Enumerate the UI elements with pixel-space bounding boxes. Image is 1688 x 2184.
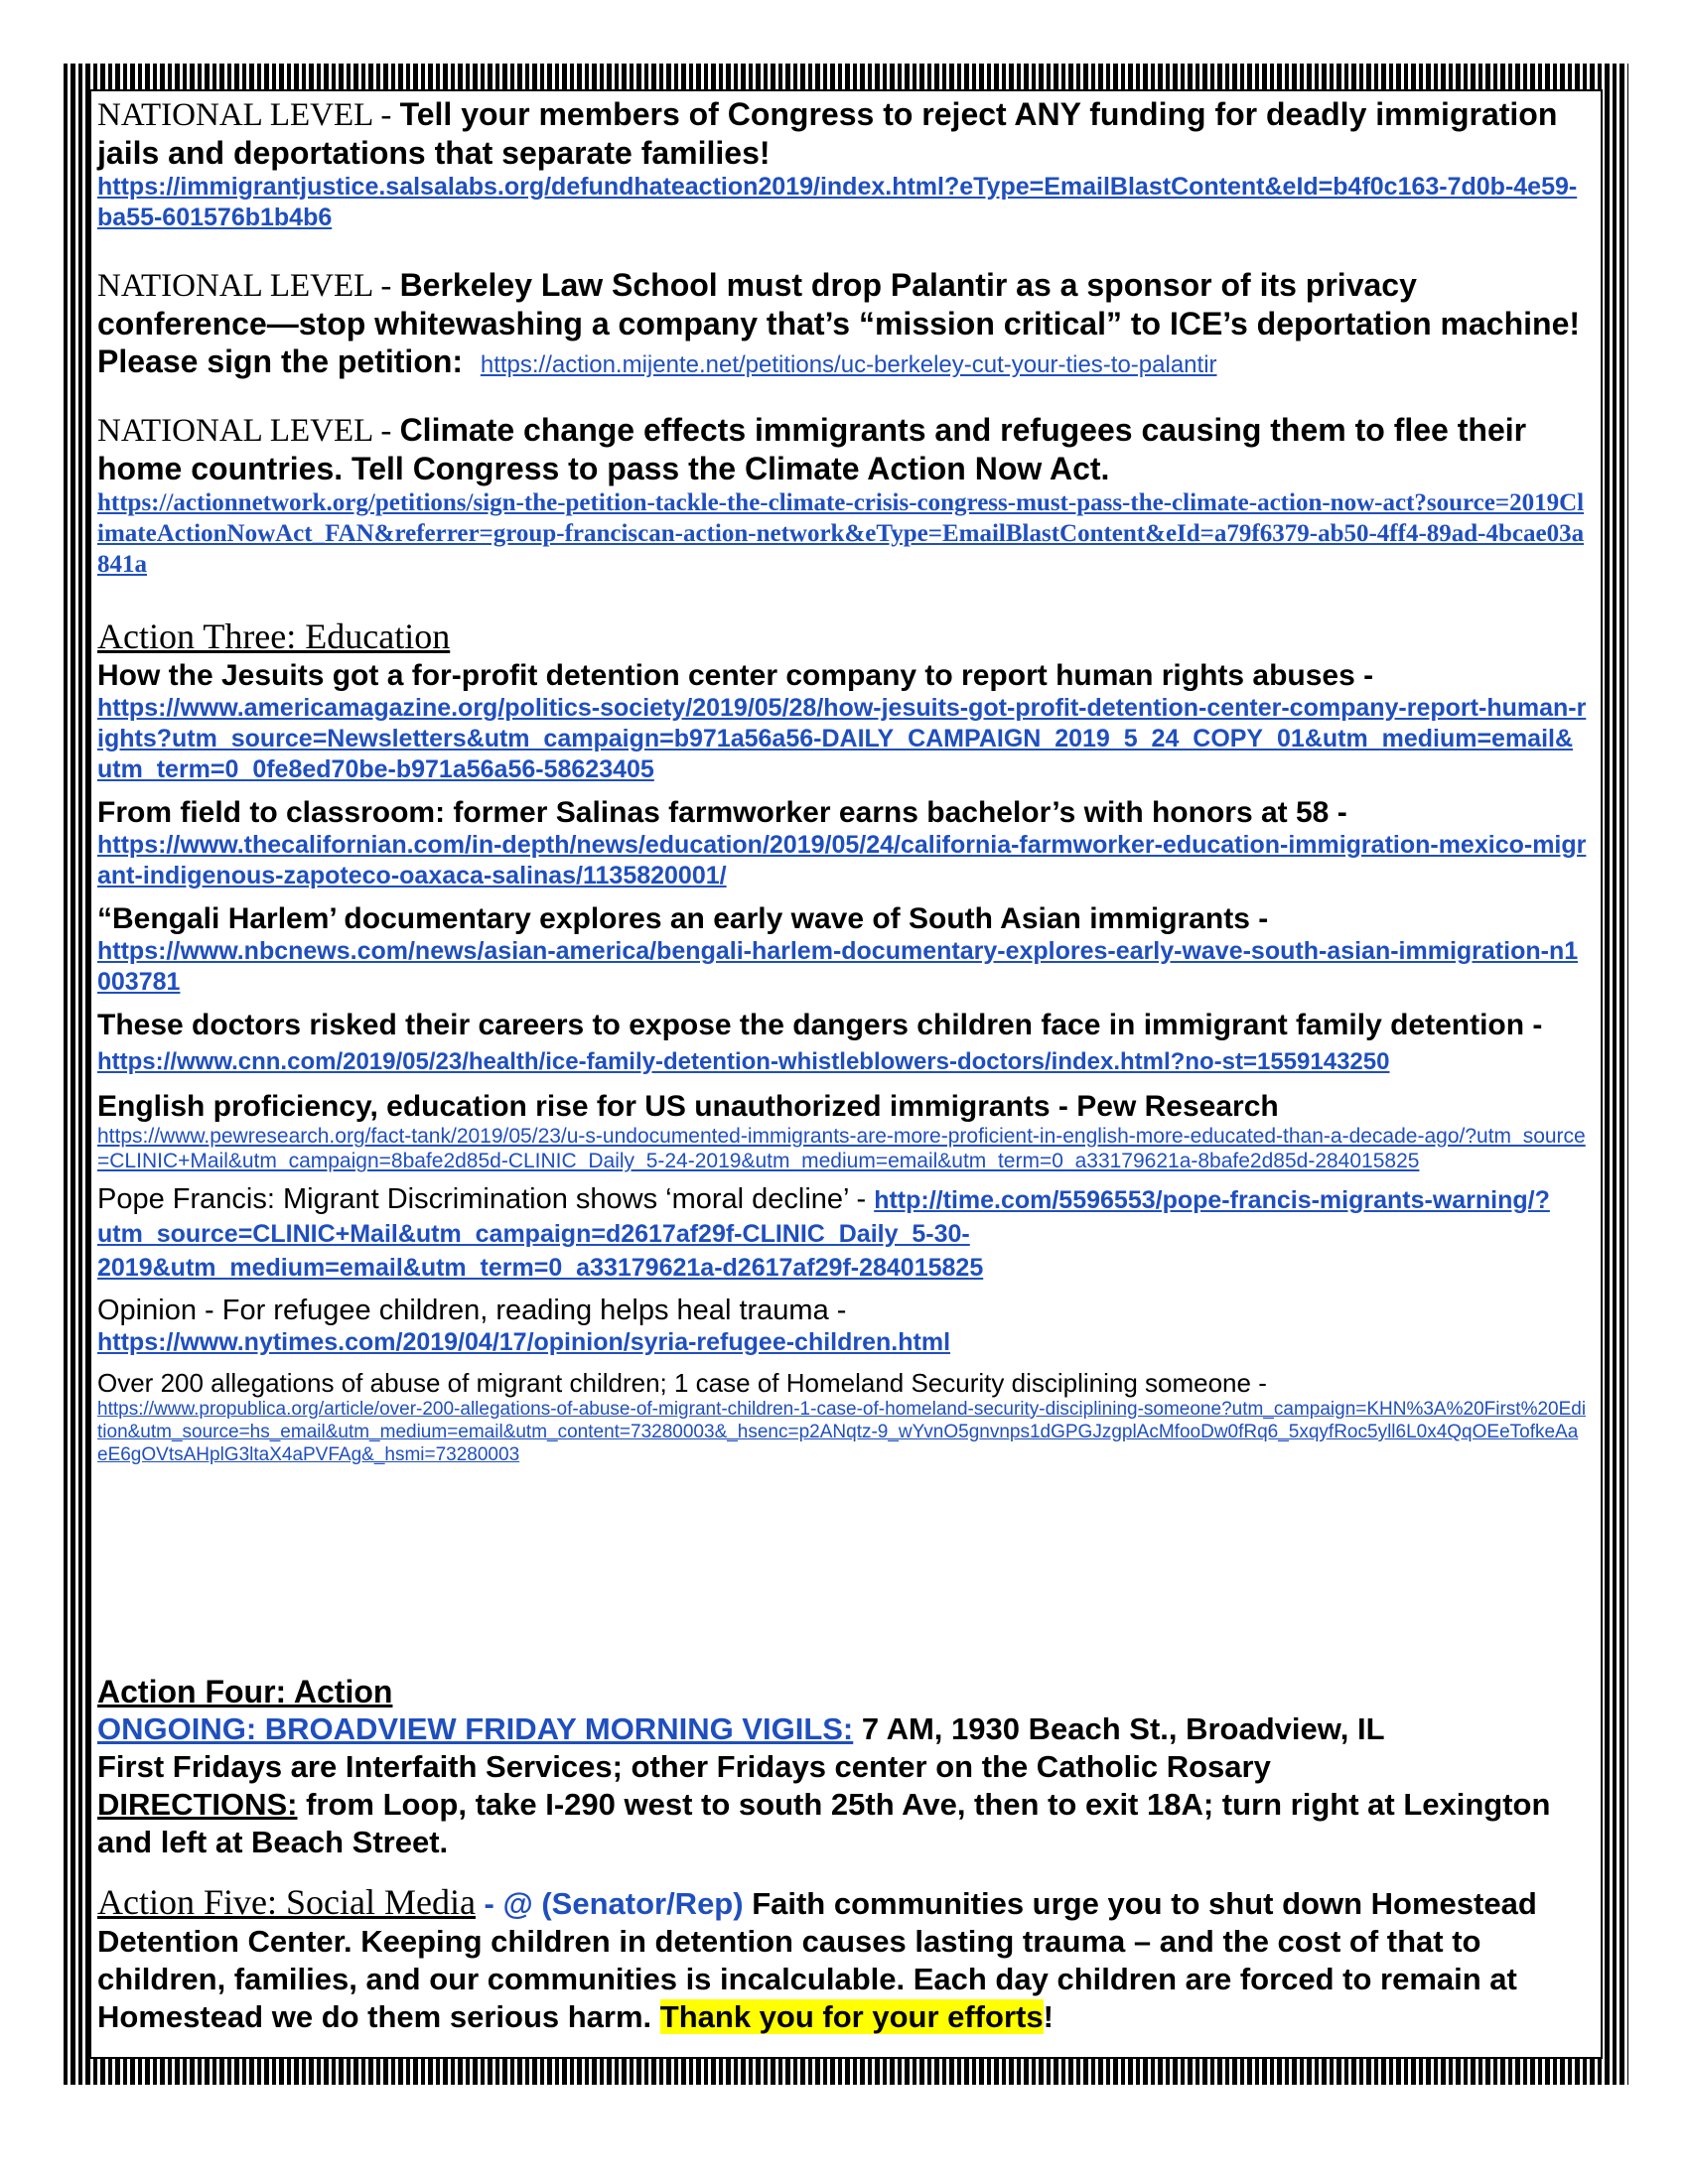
action-three-section xyxy=(97,616,1587,1466)
vigil-note: First Fridays are Interfaith Services; other Fridays center on the Catholic Rosary xyxy=(97,1749,1271,1784)
item-title: English proficiency, education rise for US unauthorized immigrants - Pew Research xyxy=(97,1090,1279,1123)
vigils-link[interactable]: ONGOING: BROADVIEW FRIDAY MORNING VIGILS: xyxy=(97,1711,854,1746)
thanks-highlight: Thank you for your efforts xyxy=(659,1999,1044,2034)
article-link[interactable]: https://www.propublica.org/article/over-200-allegations-of-abuse-of-migrant-children-1-case-of-homeland-security-disciplining-someone?utm_campaign=KHN%3A%20First%20Edition&utm_source=hs_email&utm_medium=email&utm_content=73280003&_hsenc=p2ANqtz-9_wYvnO5gnvnps1dGPGJzgplAcMfooDw0fRq6_5xqyfRoc5yll6L0x4QqOEeTofkeAaeE6gOVtsAHplG3ltaX4aPVFAg&_hsmi=73280003 xyxy=(97,1399,1587,1465)
petition-link[interactable]: https://immigrantjustice.salsalabs.org/defundhateaction2019/index.html?eType=EmailBlastContent&eId=b4f0c163-7d0b-4e59-ba55-601576b1b4b6 xyxy=(97,173,1578,231)
national-level-label: NATIONAL LEVEL - xyxy=(97,97,400,133)
item-title: Opinion - For refugee children, reading helps heal trauma - xyxy=(97,1295,847,1326)
item-text: Climate change effects immigrants and refugees causing them to flee their home countries. Tell Congress to pass the Climate Action Now Act. xyxy=(97,412,1527,486)
article-link[interactable]: https://www.cnn.com/2019/05/23/health/ice-family-detention-whistleblowers-doctors/index.html?no-st=1559143250 xyxy=(97,1048,1390,1075)
social-handle: - @ (Senator/Rep) xyxy=(475,1886,744,1921)
item-title: Pope Francis: Migrant Discrimination shows ‘moral decline’ - xyxy=(97,1183,867,1215)
vigil-place: 1930 Beach St., Broadview, IL xyxy=(951,1711,1385,1746)
thanks-bang: ! xyxy=(1043,1999,1054,2034)
section-heading: Action Five: Social Media xyxy=(97,1882,476,1922)
vigil-time: 7 AM, xyxy=(853,1711,952,1746)
article-link[interactable]: https://www.americamagazine.org/politics-society/2019/05/28/how-jesuits-got-profit-detention-center-company-report-human-rights?utm_source=Newsletters&utm_campaign=b971a56a56-DAILY_CAMPAIGN_2019_5_24_COPY_01&utm_medium=email&utm_term=0_0fe8ed70be-b971a56a56-58623405 xyxy=(97,694,1587,783)
petition-link[interactable]: https://actionnetwork.org/petitions/sign-the-petition-tackle-the-climate-crisis-congress-must-pass-the-climate-action-now-act?source=2019ClimateActionNowAct_FAN&referrer=group-franciscan-action-network&eType=EmailBlastContent&eId=a79f6379-ab50-4ff4-89ad-4bcae03a841a xyxy=(97,489,1585,578)
social-message: Faith communities urge you to shut down Homestead Detention Center. Keeping children in detention causes lasting trauma – and the cost of that to children, families, and our communities is incalculable. Each day children are forced to remain at Homestead we do them serious harm. xyxy=(97,1886,1537,2034)
national-level-item-2 xyxy=(97,266,1587,384)
directions-label: DIRECTIONS: xyxy=(97,1787,298,1822)
action-five-section xyxy=(97,1882,1587,2036)
directions-text: from Loop, take I-290 west to south 25th Ave, then to exit 18A; turn right at Lexington and left at Beach Street. xyxy=(97,1787,1551,1859)
page-content xyxy=(97,95,1587,2051)
action-four-section xyxy=(97,1674,1587,1861)
section-heading: Action Three: Education xyxy=(97,616,451,656)
education-item xyxy=(97,658,1587,785)
education-item xyxy=(97,1008,1587,1079)
education-item xyxy=(97,1089,1587,1173)
item-text: Berkeley Law School must drop Palantir as a sponsor of its privacy conference—stop whitewashing a company that’s “mission critical” to ICE’s deportation machine! Please sign the petition: xyxy=(97,267,1581,379)
national-level-label: NATIONAL LEVEL - xyxy=(97,268,400,304)
item-title: How the Jesuits got a for-profit detention center company to report human rights abuses - xyxy=(97,659,1374,692)
national-level-item-1 xyxy=(97,95,1587,233)
article-link[interactable]: http://time.com/5596553/pope-francis-migrants-warning/?utm_source=CLINIC+Mail&utm_campaign=d2617af29f-CLINIC_Daily_5-30-2019&utm_medium=email&utm_term=0_a33179621a-d2617af29f-284015825 xyxy=(97,1186,1550,1282)
section-heading: Action Four: Action xyxy=(97,1674,393,1709)
education-item xyxy=(97,1368,1587,1466)
education-item xyxy=(97,795,1587,891)
item-title: These doctors risked their careers to expose the dangers children face in immigrant family detention - xyxy=(97,1009,1543,1041)
petition-link[interactable]: https://action.mijente.net/petitions/uc-berkeley-cut-your-ties-to-palantir xyxy=(480,351,1217,378)
item-title: Over 200 allegations of abuse of migrant children; 1 case of Homeland Security disciplining someone - xyxy=(97,1368,1267,1398)
national-level-label: NATIONAL LEVEL - xyxy=(97,413,400,449)
item-title: From field to classroom: former Salinas farmworker earns bachelor’s with honors at 58 - xyxy=(97,796,1347,829)
article-link[interactable]: https://www.nytimes.com/2019/04/17/opinion/syria-refugee-children.html xyxy=(97,1328,951,1356)
article-link[interactable]: https://www.pewresearch.org/fact-tank/2019/05/23/u-s-undocumented-immigrants-are-more-proficient-in-english-more-educated-than-a-decade-ago/?utm_source=CLINIC+Mail&utm_campaign=8bafe2d85d-CLINIC_Daily_5-24-2019&utm_medium=email&utm_term=0_a33179621a-8bafe2d85d-284015825 xyxy=(97,1125,1586,1172)
education-item xyxy=(97,1183,1587,1285)
education-item xyxy=(97,1295,1587,1358)
national-level-item-3 xyxy=(97,411,1587,580)
item-title: “Bengali Harlem’ documentary explores an early wave of South Asian immigrants - xyxy=(97,902,1269,935)
article-link[interactable]: https://www.nbcnews.com/news/asian-america/bengali-harlem-documentary-explores-early-wave-south-asian-immigration-n1003781 xyxy=(97,937,1579,996)
article-link[interactable]: https://www.thecalifornian.com/in-depth/news/education/2019/05/24/california-farmworker-education-immigration-mexico-migrant-indigenous-zapoteco-oaxaca-salinas/1135820001/ xyxy=(97,831,1587,889)
education-item xyxy=(97,901,1587,998)
item-text: Tell your members of Congress to reject ANY funding for deadly immigration jails and deportations that separate families! xyxy=(97,96,1558,171)
